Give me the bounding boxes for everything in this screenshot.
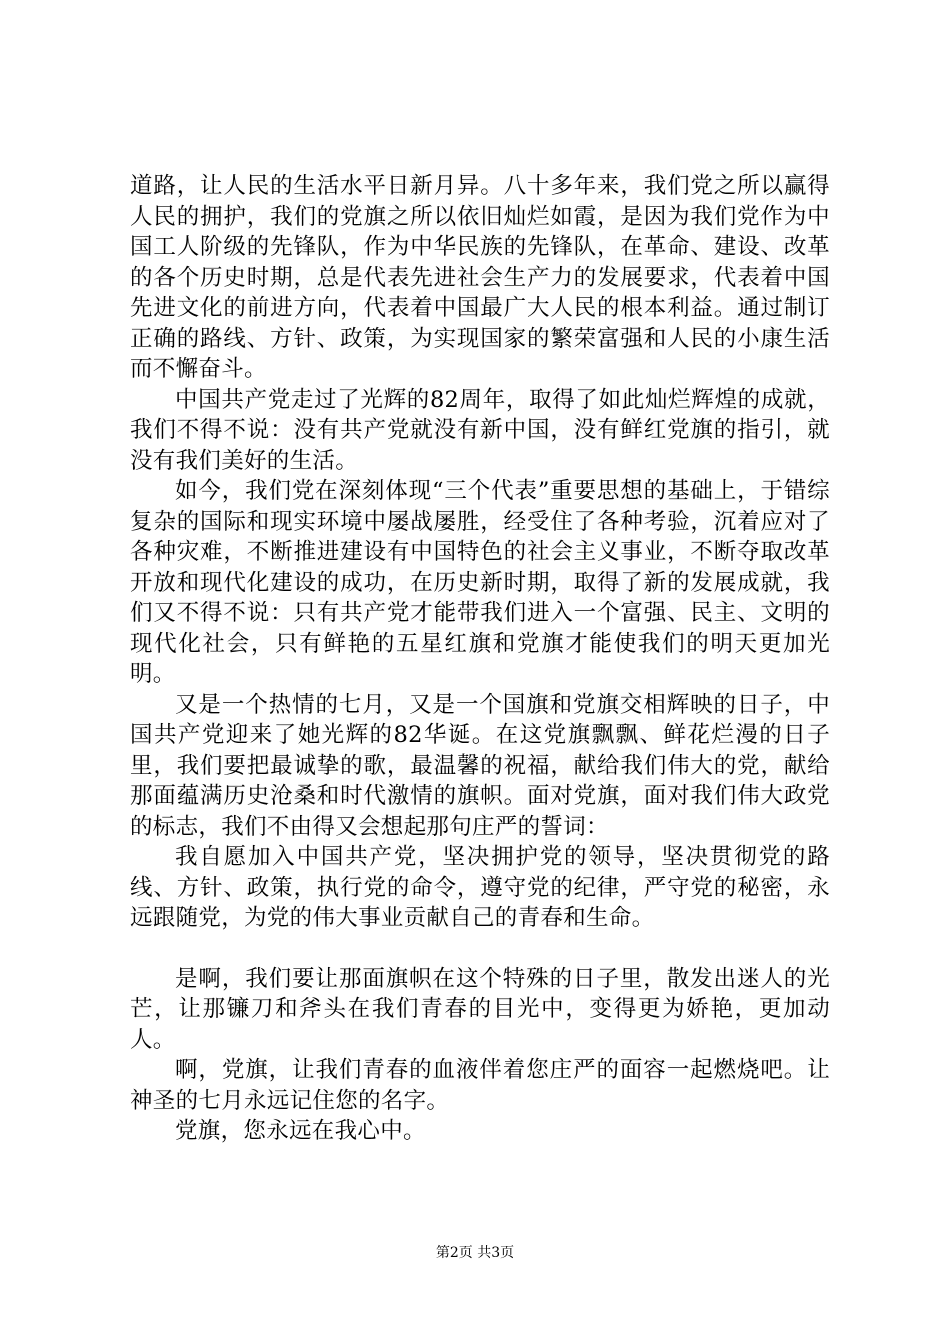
document-body [130, 171, 830, 1147]
paragraph-82-anniversary: 中国共产党走过了光辉的82周年，取得了如此灿烂辉煌的成就，我们不得不说：没有共产党就没有新中国，没有鲜红党旗的指引，就没有我们美好的生活。 [130, 386, 830, 474]
page-number-footer: 第2页 共3页 [435, 1245, 515, 1261]
paragraph-july: 又是一个热情的七月，又是一个国旗和党旗交相辉映的日子，中国共产党迎来了她光辉的82华诞。在这党旗飘飘、鲜花烂漫的日子里，我们要把最诚挚的歌，最温馨的祝福，献给我们伟大的党，献给那面蕴满历史沧桑和时代激情的旗帜。面对党旗，面对我们伟大政党的标志，我们不由得又会想起那句庄严的誓词： [130, 691, 830, 840]
paragraph-three-represents: 如今，我们党在深刻体现“三个代表”重要思想的基础上，于错综复杂的国际和现实环境中屡战屡胜，经受住了各种考验，沉着应对了各种灾难，不断推进建设有中国特色的社会主义事业，不断夺取改革开放和现代化建设的成功，在历史新时期，取得了新的发展成就，我们又不得不说：只有共产党才能带我们进入一个富强、民主、文明的现代化社会，只有鲜艳的五星红旗和党旗才能使我们的明天更加光明。 [130, 478, 830, 687]
paragraph-youth-blood: 啊，党旗，让我们青春的血液伴着您庄严的面容一起燃烧吧。让神圣的七月永远记住您的名字。 [130, 1057, 830, 1114]
paragraph-oath: 我自愿加入中国共产党，坚决拥护党的领导，坚决贯彻党的路线、方针、政策，执行党的命令，遵守党的纪律，严守党的秘密，永远跟随党，为党的伟大事业贡献自己的青春和生命。 [130, 844, 830, 931]
paragraph-continuation: 道路，让人民的生活水平日新月异。八十多年来，我们党之所以赢得人民的拥护，我们的党旗之所以依旧灿烂如霞，是因为我们党作为中国工人阶级的先锋队，作为中华民族的先锋队，在革命、建设、改革的各个历史时期，总是代表先进社会生产力的发展要求，代表着中国先进文化的前进方向，代表着中国最广大人民的根本利益。通过制订正确的路线、方针、政策，为实现国家的繁荣富强和人民的小康生活而不懈奋斗。 [130, 173, 830, 382]
paragraph-closing: 党旗，您永远在我心中。 [175, 1118, 426, 1144]
paragraph-flag-radiance: 是啊，我们要让那面旗帜在这个特殊的日子里，散发出迷人的光芒，让那镰刀和斧头在我们青春的目光中，变得更为娇艳，更加动人。 [130, 965, 830, 1053]
